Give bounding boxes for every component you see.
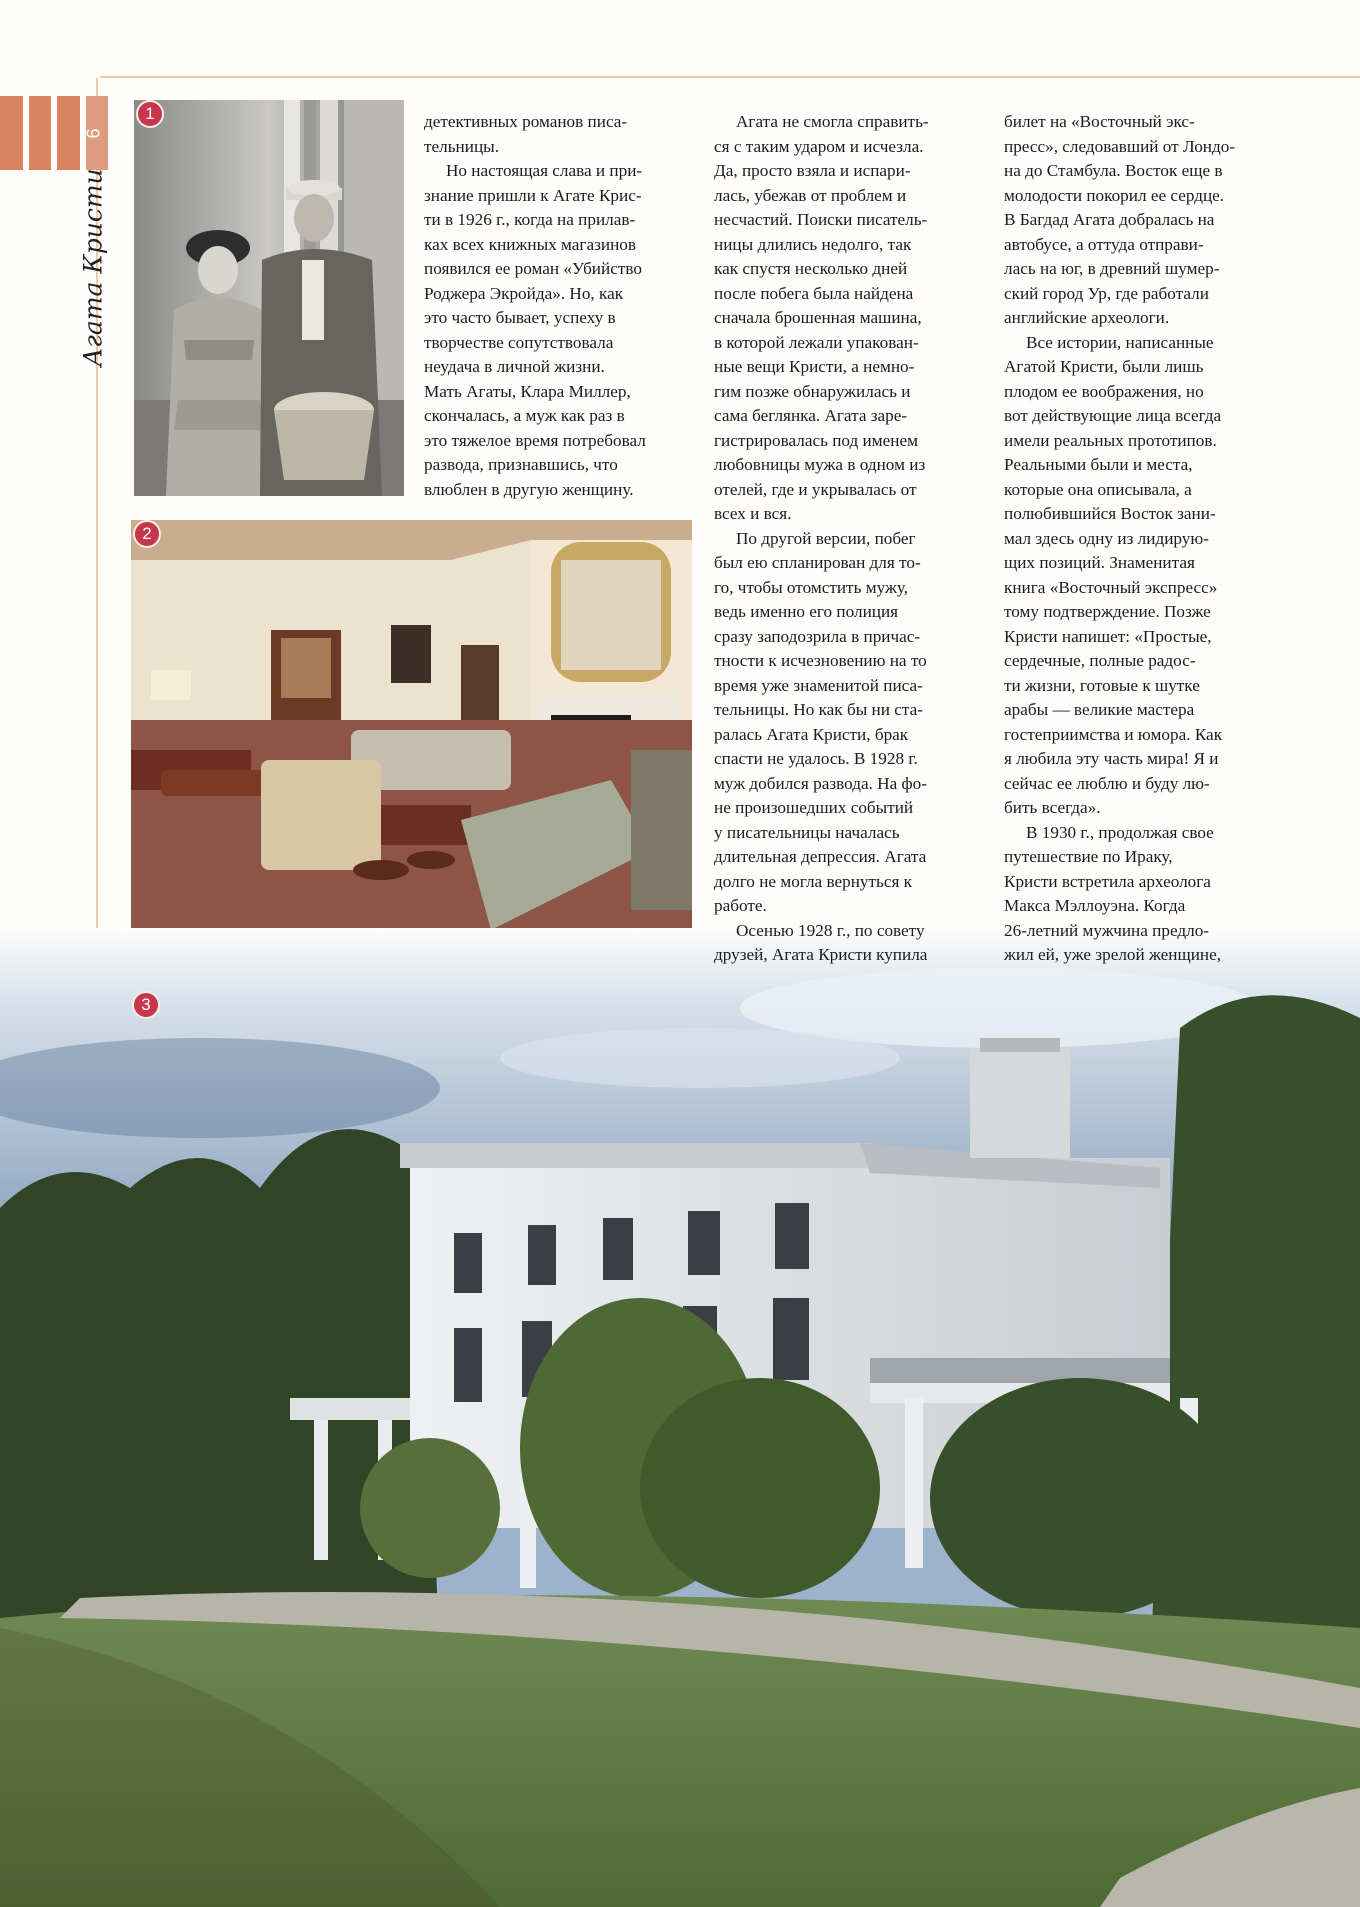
article-line: муж добился развода. На фо-	[714, 773, 927, 793]
page-number	[84, 110, 104, 156]
page-frame-top	[100, 76, 1360, 78]
article-line: длительная депрессия. Агата	[714, 847, 927, 866]
article-line: спасти не удалось. В 1928 г.	[714, 749, 918, 768]
article-line: время уже знаменитой писа-	[714, 675, 923, 695]
photo-1-image	[134, 100, 404, 496]
article-line: Осенью 1928 г., по совету	[736, 920, 925, 940]
article-line: гим позже обнаружилась и	[714, 381, 911, 401]
article-line: По другой версии, побег	[736, 528, 916, 548]
article-line: был ею спланирован для то-	[714, 553, 921, 572]
article-line: неудача в личной жизни.	[424, 357, 605, 376]
article-line: у писательницы началась	[714, 822, 900, 842]
article-line: книга «Восточный экспресс»	[1004, 577, 1218, 597]
article-line: ти жизни, готовые к шутке	[1004, 675, 1200, 695]
article-line: тности к исчезновению на то	[714, 651, 927, 670]
text-column-2	[714, 110, 982, 968]
article-line: после побега была найдена	[714, 283, 914, 303]
article-line: я любила эту часть мира! Я и	[1004, 749, 1219, 768]
article-line: лась на юг, в древний шумер-	[1004, 259, 1220, 278]
article-line: Роджера Экройда». Но, как	[424, 283, 624, 303]
article-line: работе.	[714, 896, 767, 915]
article-line: сначала брошенная машина,	[714, 308, 922, 327]
article-line: 26-летний мужчина предло-	[1004, 920, 1210, 940]
article-line: В Багдад Агата добралась на	[1004, 210, 1215, 229]
article-line: ные вещи Кристи, а немно-	[714, 357, 915, 376]
article-line: тельницы. Но как бы ни ста-	[714, 700, 923, 719]
article-line: Реальными были и места,	[1004, 455, 1193, 474]
article-line: сейчас ее люблю и буду лю-	[1004, 773, 1210, 793]
article-line: Все истории, написанные	[1026, 332, 1214, 352]
photo-3-image	[0, 928, 1360, 1907]
article-paragraph	[424, 159, 708, 502]
article-line: мал здесь одну из лидирую-	[1004, 528, 1209, 548]
article-paragraph	[714, 110, 982, 527]
article-line: щих позиций. Знаменитая	[1004, 553, 1195, 572]
article-line: Кристи напишет: «Простые,	[1004, 626, 1212, 646]
article-line: вот действующие лица всегда	[1004, 406, 1222, 425]
article-line: плодом ее воображения, но	[1004, 381, 1204, 401]
article-line: ведь именно его полиция	[714, 602, 899, 621]
article-line: долго не могла вернуться к	[714, 871, 913, 891]
article-line: в которой лежали упакован-	[714, 332, 919, 352]
header-tab	[0, 96, 23, 170]
article-line: жил ей, уже зрелой женщине,	[1004, 945, 1222, 964]
article-line: скончалась, а муж как раз в	[424, 406, 625, 425]
article-line: ся с таким ударом и исчезла.	[714, 136, 924, 156]
article-line: полюбившийся Восток зани-	[1004, 504, 1216, 523]
article-line: ницы длились недолго, так	[714, 234, 912, 254]
article-line: влюблен в другую женщину.	[424, 479, 634, 499]
article-line: творчестве сопутствовала	[424, 332, 614, 352]
article-line: всех и вся.	[714, 504, 792, 523]
article-line: Агата не смогла справить-	[736, 112, 929, 131]
article-line: лась, убежав от проблем и	[714, 185, 907, 205]
photo-number-badge-3: 3	[132, 991, 160, 1019]
article-line: Агатой Кристи, были лишь	[1004, 357, 1204, 376]
article-line: билет на «Восточный экс-	[1004, 112, 1195, 131]
article-line: ралась Агата Кристи, брак	[714, 724, 909, 744]
article-line: появился ее роман «Убийство	[424, 259, 642, 278]
photo-1-couple	[134, 100, 404, 496]
article-paragraph	[1004, 821, 1294, 968]
article-paragraph	[1004, 110, 1294, 331]
article-line: как спустя несколько дней	[714, 259, 908, 278]
article-line: ский город Ур, где работали	[1004, 283, 1209, 303]
header-tab	[57, 96, 80, 170]
photo-2-image	[131, 520, 692, 968]
article-line: не произошедших событий	[714, 798, 914, 817]
header-tab	[29, 96, 52, 170]
article-line: гистрировалась под именем	[714, 430, 918, 450]
article-line: Мать Агаты, Клара Миллер,	[424, 381, 631, 401]
article-line: бить всегда».	[1004, 798, 1101, 817]
article-line: В 1930 г., продолжая свое	[1026, 822, 1214, 842]
article-line: на до Стамбула. Восток еще в	[1004, 161, 1223, 180]
article-paragraph	[714, 527, 982, 919]
photo-number-badge-1: 1	[136, 100, 164, 128]
article-paragraph	[424, 110, 708, 159]
photo-number-badge-2: 2	[133, 520, 161, 548]
article-line: это тяжелое время потребовал	[424, 430, 646, 450]
article-paragraph	[714, 919, 982, 968]
article-line: отелей, где и укрывалась от	[714, 479, 917, 499]
article-paragraph	[1004, 331, 1294, 821]
article-line: друзей, Агата Кристи купила	[714, 945, 928, 964]
article-line: пресс», следовавший от Лондо-	[1004, 136, 1236, 156]
article-line: сама беглянка. Агата заре-	[714, 406, 908, 425]
page-number-text: 6	[83, 127, 104, 139]
article-line: английские археологи.	[1004, 308, 1170, 327]
photo-2-drawing-room	[131, 520, 692, 968]
article-line: Кристи встретила археолога	[1004, 871, 1211, 891]
text-column-1	[424, 110, 708, 502]
section-title-text: Агата Кристи	[78, 167, 108, 367]
article-line: гостеприимства и юмора. Как	[1004, 724, 1223, 744]
article-line: знание пришли к Агате Крис-	[424, 185, 642, 205]
article-line: Да, просто взяла и испари-	[714, 161, 911, 180]
article-line: развода, признавшись, что	[424, 455, 618, 474]
article-line: ках всех книжных магазинов	[424, 234, 636, 254]
article-line: имели реальных прототипов.	[1004, 430, 1217, 450]
article-line: детективных романов писа-	[424, 112, 628, 131]
article-line: го, чтобы отомстить мужу,	[714, 577, 908, 597]
article-line: это часто бывает, успеху в	[424, 308, 616, 327]
article-line: ти в 1926 г., когда на прилав-	[424, 210, 636, 229]
article-line: Но настоящая слава и при-	[446, 161, 643, 180]
article-line: несчастий. Поиски писатель-	[714, 210, 928, 229]
section-title	[78, 167, 108, 367]
photo-3-house	[0, 928, 1360, 1907]
article-line: которые она описывала, а	[1004, 479, 1192, 499]
article-line: сердечные, полные радос-	[1004, 651, 1196, 670]
article-line: молодости покорил ее сердце.	[1004, 185, 1225, 205]
article-line: автобусе, а оттуда отправи-	[1004, 234, 1204, 254]
article-line: сразу заподозрила в причас-	[714, 626, 921, 646]
article-line: любовницы мужа в одном из	[714, 455, 926, 474]
article-line: Макса Мэллоуэна. Когда	[1004, 896, 1186, 915]
article-line: тому подтверждение. Позже	[1004, 602, 1211, 621]
article-line: путешествие по Ираку,	[1004, 847, 1173, 866]
text-column-3	[1004, 110, 1294, 968]
article-line: тельницы.	[424, 136, 499, 156]
article-line: арабы — великие мастера	[1004, 700, 1195, 719]
